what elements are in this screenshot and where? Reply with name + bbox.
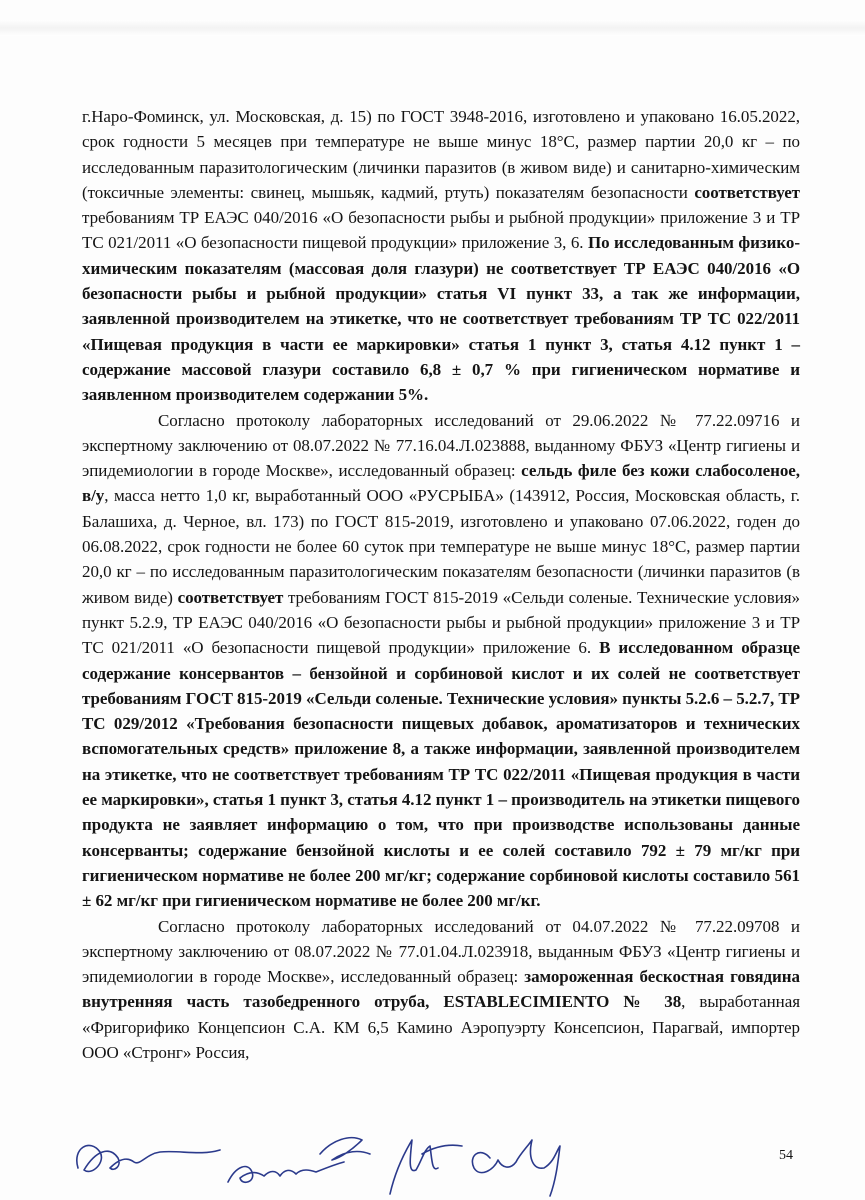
bold-text-run: соответствует [694,182,800,202]
bold-text-run: соответствует [177,587,284,607]
handwritten-signature-1 [77,1145,220,1171]
handwritten-signature-4 [472,1140,560,1196]
paragraph [82,104,800,408]
bold-text-run: сельдь филе без кожи слабосоленое, в/у [82,461,800,506]
bold-text-run: По исследованным физико-химическим показателям (массовая доля глазури) не соответствует ТР ЕАЭС 040/2016 «О безопасности рыбы и рыбной продукции» статья VI пункт 33, а так же информации, заявленной производителем на этикетке, что не соответствует требованиям ТР ТС 022/2011 «Пищевая продукция в части ее маркировки» статья 1 пункт 3, статья 4.12 пункт 1 – содержание массовой глазури составило 6,8 ± 0,7 % при гигиеническом нормативе и заявленном производителем содержании 5%. [82,233,800,405]
text-run: требованиям ГОСТ 815-2019 «Сельди соленые. Технические условия» пункт 5.2.9, ТР ЕАЭС 040/2016 «О безопасности рыбы и рыбной продукции» приложение 3 и ТР ТС 021/2011 «О безопасности пищевой продукции» приложение 6. [82,587,800,658]
scan-edge-shadow [0,20,865,36]
text-run: , масса нетто 1,0 кг, выработанный ООО «РУСРЫБА» (143912, Россия, Московская область, г. Балашиха, д. Черное, вл. 173) по ГОСТ 815-2019, изготовлено и упаковано 07.06.2022, годен до 06.08.2022, срок годности не более 60 суток при температуре не выше минус 18°С, размер партии 20,0 кг – по исследованным паразитологическим показателям безопасности (личинки паразитов (в живом виде) [82,486,800,607]
text-run: , выработанная «Фригорифико Концепсион С.А. КМ 6,5 Камино Аэропуэрту Консепсион, Парагвай, импортер ООО «Стронг» Россия, [82,992,800,1062]
bold-text-run: замороженная бескостная говядина внутренняя часть тазобедренного отруба, ESTABLECIMIENTO № 38 [82,967,800,1012]
text-run: г.Наро-Фоминск, ул. Московская, д. 15) по ГОСТ 3948-2016, изготовлено и упаковано 16.05.2022, срок годности 5 месяцев при температуре не выше минус 18°С, размер партии 20,0 кг – по исследованным паразитологическим (личинки паразитов (в живом виде) и санитарно-химическим (токсичные элементы: свинец, мышьяк, кадмий, ртуть) показателям безопасности [82,107,800,202]
text-run: требованиям ТР ЕАЭС 040/2016 «О безопасности рыбы и рыбной продукции» приложение 3 и ТР ТС 021/2011 «О безопасности пищевой продукции» приложение 3, 6. [82,208,800,253]
text-run: Согласно протоколу лабораторных исследований от 29.06.2022 № 77.22.09716 и экспертному заключению от 08.07.2022 № 77.16.04.Л.023888, выданному ФБУЗ «Центр гигиены и эпидемиологии в городе Москве», исследованный образец: [82,410,800,481]
page-number: 54 [779,1148,793,1163]
handwritten-signature-3 [390,1140,462,1194]
handwritten-signature-2 [228,1162,344,1182]
document-body [82,104,800,1065]
paragraph [82,408,800,914]
handwritten-signatures [70,1110,630,1200]
handwritten-signature-2-bar [320,1138,370,1160]
bold-text-run: В исследованном образце содержание консервантов – бензойной и сорбиновой кислот и их солей не соответствует требованиям ГОСТ 815-2019 «Сельди соленые. Технические условия» пункты 5.2.6 – 5.2.7, ТР ТС 029/2012 «Требования безопасности пищевых добавок, ароматизаторов и технических вспомогательных средств» приложение 8, а также информации, заявленной производителем на этикетке, что не соответствует требованиям ТР ТС 022/2011 «Пищевая продукция в части ее маркировки», статья 1 пункт 3, статья 4.12 пункт 1 – производитель на этикетки пищевого продукта не заявляет информацию о том, что при производстве использованы данные консерванты; содержание бензойной кислоты и ее солей составило 792 ± 79 мг/кг при гигиеническом нормативе не более 200 мг/кг; содержание сорбиновой кислоты составило 561 ± 62 мг/кг при гигиеническом нормативе не более 200 мг/кг. [82,638,800,911]
text-run: Согласно протоколу лабораторных исследований от 04.07.2022 № 77.22.09708 и экспертному заключению от 08.07.2022 № 77.01.04.Л.023918, выданным ФБУЗ «Центр гигиены и эпидемиологии в городе Москве», исследованный образец: [82,916,800,987]
paragraph [82,914,800,1066]
